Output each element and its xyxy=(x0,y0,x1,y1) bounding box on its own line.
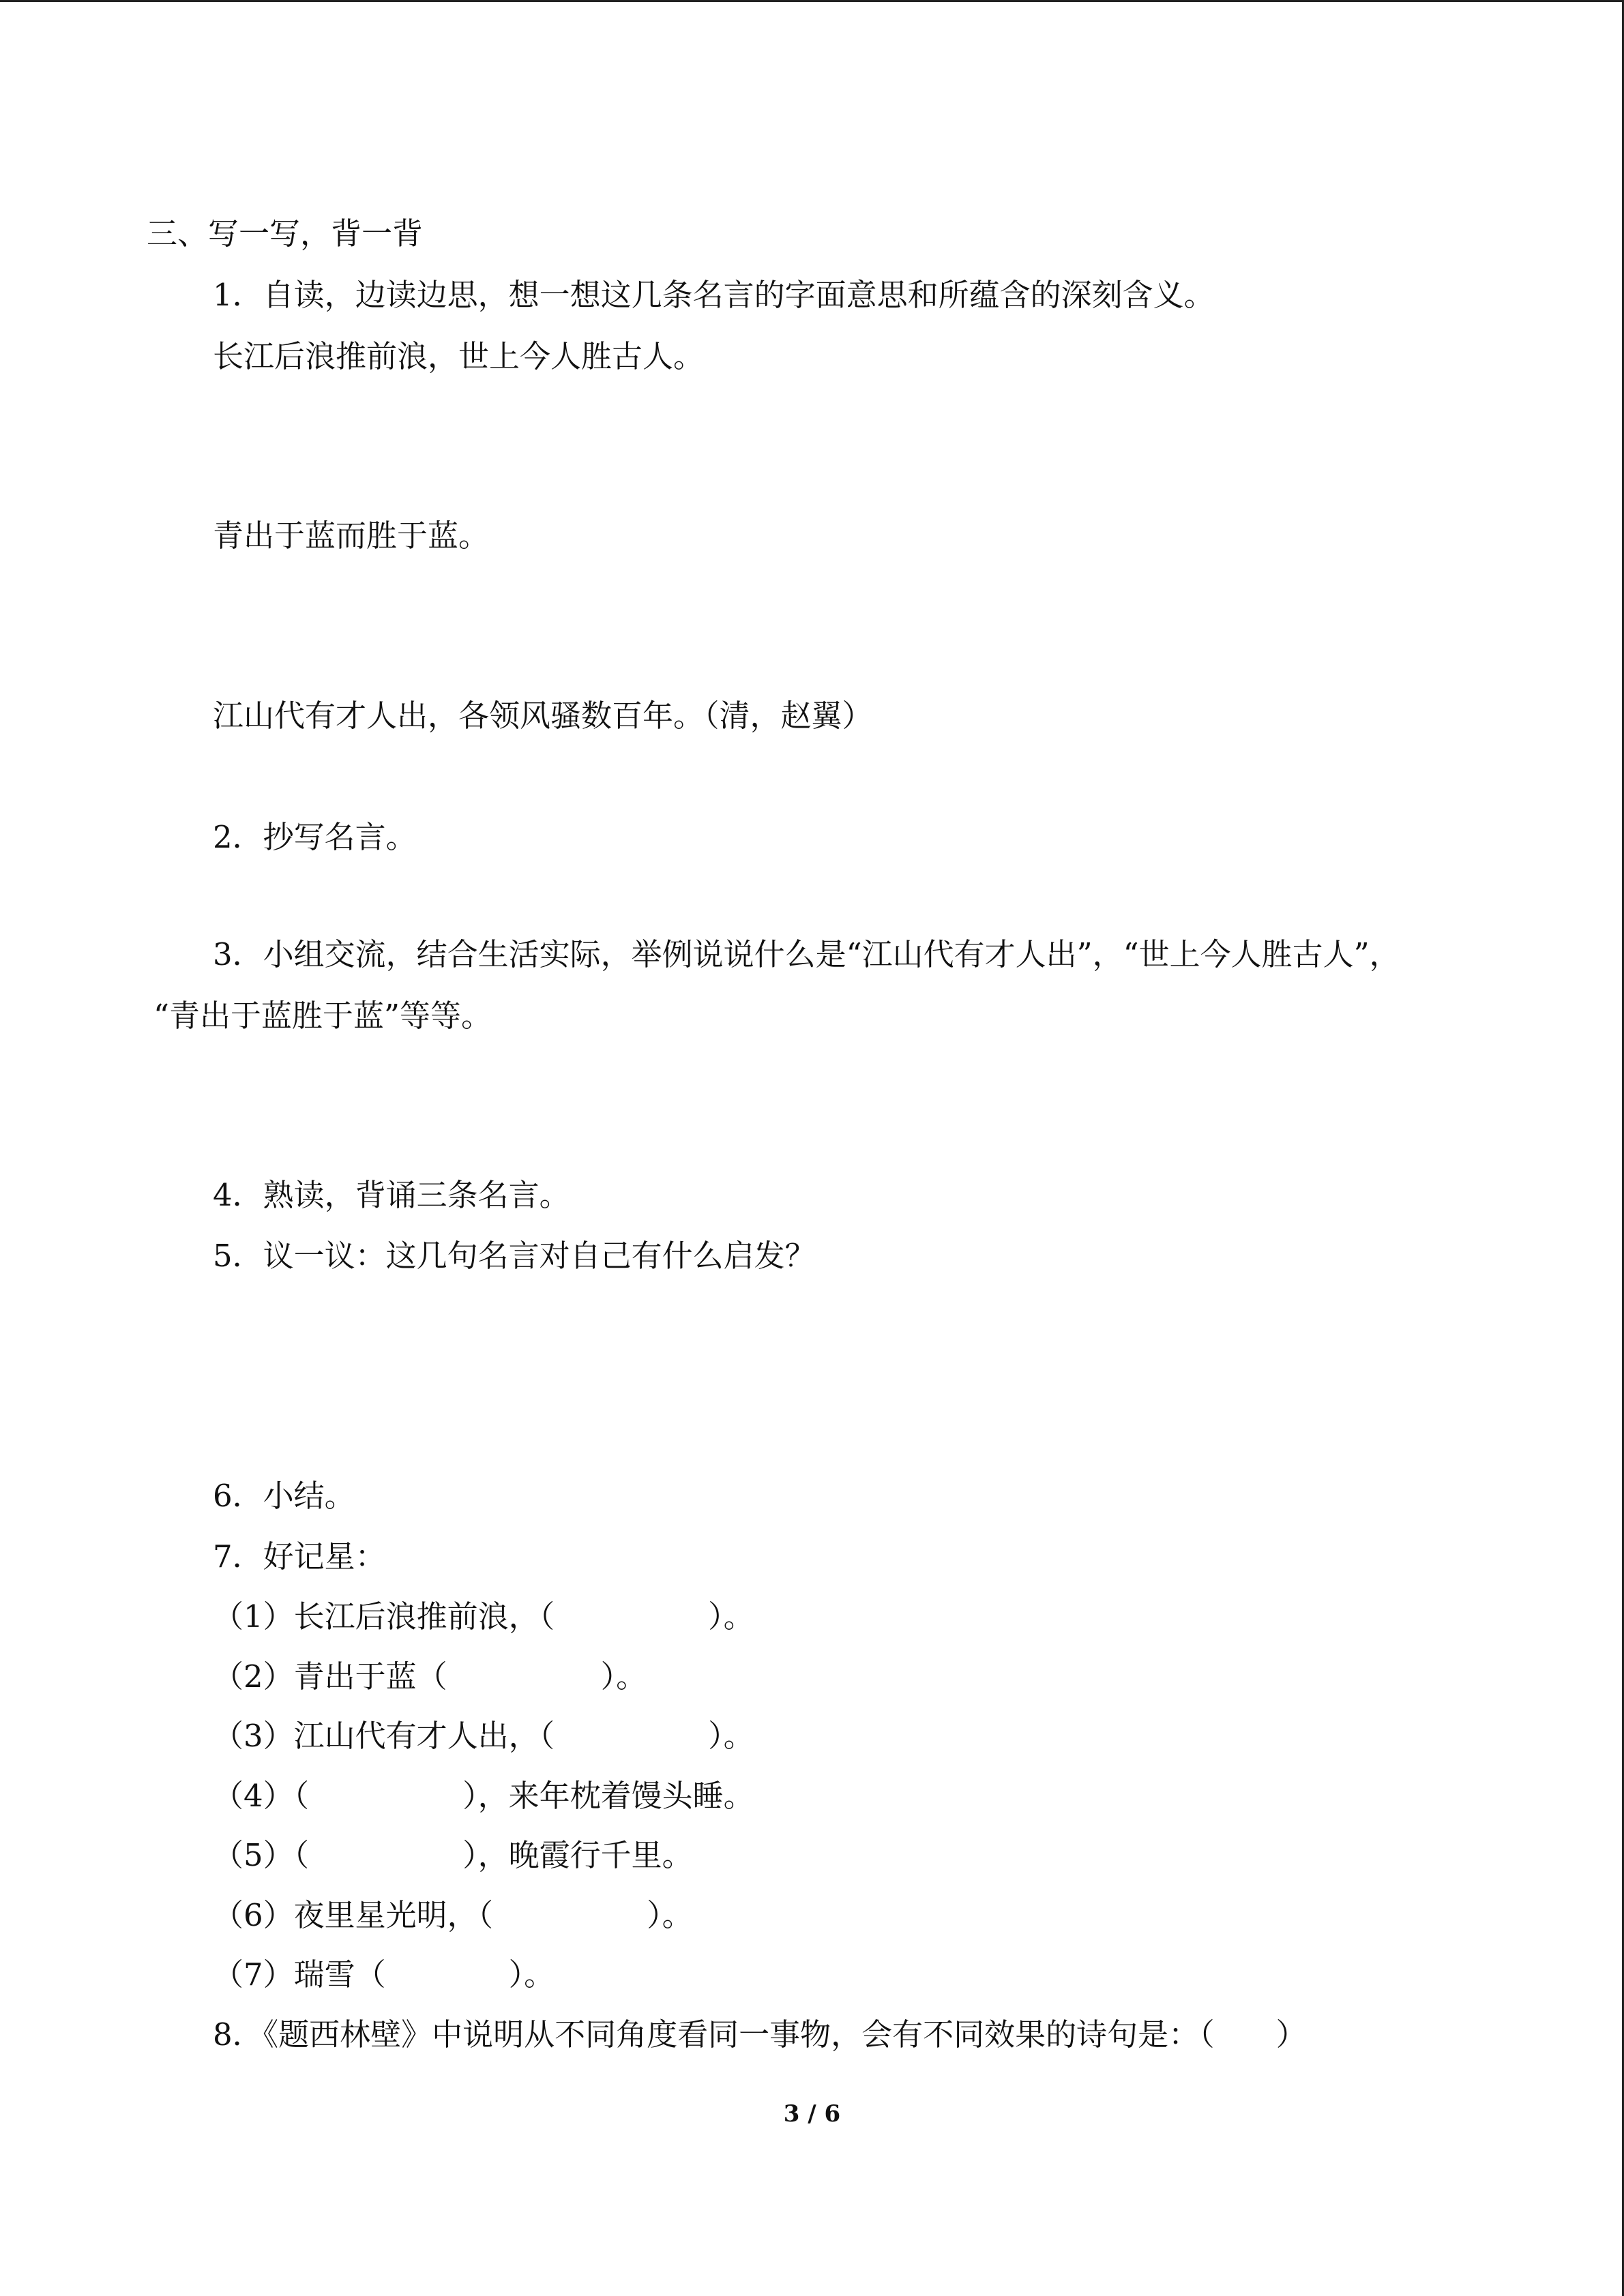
top-border-line xyxy=(0,0,1624,2)
fill-blank-item-6: （6）夜里星光明，（ ）。 xyxy=(213,1897,693,1933)
quote-2: 青出于蓝而胜于蓝。 xyxy=(213,518,490,554)
fill-blank-item-1: （1）长江后浪推前浪，（ ）。 xyxy=(213,1598,754,1635)
fill-blank-item-2: （2）青出于蓝（ ）。 xyxy=(213,1658,647,1695)
page-number: 3 / 6 xyxy=(783,2100,841,2128)
q6-text: 6．小结。 xyxy=(213,1478,355,1514)
fill-blank-item-3: （3）江山代有才人出，（ ）。 xyxy=(213,1718,754,1754)
fill-blank-item-4: （4）（ ），来年枕着馒头睡。 xyxy=(213,1778,754,1814)
q4-text: 4．熟读，背诵三条名言。 xyxy=(213,1177,570,1213)
q7-title: 7．好记星： xyxy=(213,1538,386,1575)
section-title: 三、写一写，背一背 xyxy=(147,215,424,252)
quote-1: 长江后浪推前浪，世上今人胜古人。 xyxy=(213,338,705,374)
fill-blank-item-7: （7）瑞雪（ ）。 xyxy=(213,1956,555,1993)
q1-prompt: 1．自读，边读边思，想一想这几条名言的字面意思和所蕴含的深刻含义。 xyxy=(213,277,1215,313)
q8-text: 8．《题西林壁》中说明从不同角度看同一事物，会有不同效果的诗句是：（ ） xyxy=(213,2016,1307,2053)
fill-blank-item-5: （5）（ ），晚霞行千里。 xyxy=(213,1837,693,1873)
q2-text: 2．抄写名言。 xyxy=(213,819,417,855)
q3-line-2: “青出于蓝胜于蓝”等等。 xyxy=(153,998,492,1034)
quote-3: 江山代有才人出，各领风骚数百年。（清，赵翼） xyxy=(213,698,873,734)
q5-text: 5．议一议：这几句名言对自己有什么启发？ xyxy=(213,1238,816,1274)
q3-line-1: 3．小组交流，结合生活实际，举例说说什么是“江山代有才人出”，“世上今人胜古人”， xyxy=(213,936,1400,972)
